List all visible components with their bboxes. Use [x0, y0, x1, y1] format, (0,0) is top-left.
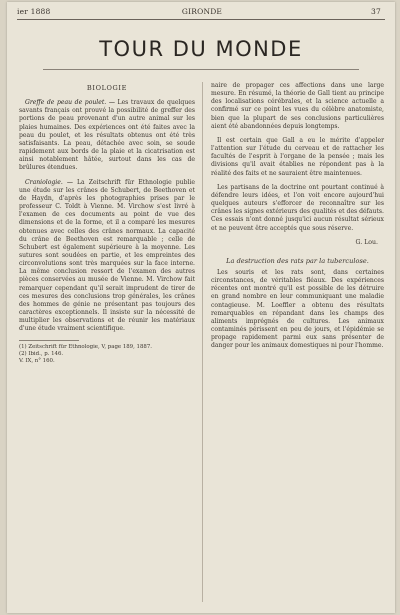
page-title: TOUR DU MONDE — [99, 37, 303, 61]
run-in-heading: Greffe de peau de poulet. — — [25, 99, 115, 107]
running-head — [17, 7, 387, 19]
paragraph — [211, 137, 384, 178]
footnote-rule — [19, 340, 79, 341]
section-heading: BIOLOGIE — [86, 84, 128, 92]
run-in-heading: Craniologie. — — [25, 178, 73, 186]
paragraph — [211, 184, 384, 233]
paragraph — [19, 99, 195, 172]
paragraph — [19, 179, 195, 334]
paragraph-text: Les partisans de la doctrine ont pourtant continué à défendre leurs idées, et l'on voit encore aujourd'hui quelques auteurs s'efforcer de reconnaître sur les crânes les signes extérieurs des qualités et des défauts. Ces essais n'ont donné jusqu'ici aucun résultat sérieux et ne peuvent être acceptés que sous réserve. — [211, 183, 384, 232]
running-head-journal: GIRONDE — [181, 7, 223, 16]
title-rule — [43, 69, 359, 70]
paragraph — [211, 269, 384, 351]
right-column — [211, 82, 384, 357]
paragraph — [211, 82, 384, 131]
signature: G. Lou. — [355, 238, 378, 246]
footnote: (2) Ibid., p. 146. — [19, 350, 64, 357]
column-divider — [202, 82, 203, 602]
footnote: (1) Zeitschrift für Ethnologie, V, page 189, 1887. — [19, 343, 152, 350]
running-head-date: ier 1888 — [17, 7, 51, 16]
footnote: V. IX, n° 160. — [19, 357, 55, 364]
paragraph-text: Les souris et les rats sont, dans certaines circonstances, de véritables fléaux. Des expériences récentes ont montré qu'il est possible de les détruire en grand nombre en leur communiquant une maladie contagieuse. M. Loeffler a obtenu des résultats remarquables en répandant dans les champs des aliments imprégnés de cultures. Les animaux contaminés périssent en peu de jours, et l'épidémie se propage rapidement parmi eux sans présenter de danger pour les animaux domestiques ni pour l'homme. — [211, 268, 384, 350]
paragraph-text: Les travaux de quelques savants français ont prouvé la possibilité de greffer des portions de peau provenant d'un autre animal sur les plaies humaines. Des expériences ont été faites avec la peau du poulet, et les résultats obtenus ont été très satisfaisants. La peau, détachée avec soin, se soude rapidement aux bords de la plaie et la cicatrisation est ainsi notablement hâtée, surtout dans les cas de brûlures étendues. — [19, 99, 195, 172]
page — [7, 2, 395, 613]
paragraph-text: La Zeitschrift für Ethnologie publie une étude sur les crânes de Schubert, de Beethoven et de Haydn, d'après les photographies prises par le professeur C. Toldt à Vienne. M. Virchow s'est livré à l'examen de ces documents au point de vue des dimensions et de la forme, et il a comparé les mesures obtenues avec celles des crânes normaux. La capacité du crâne de Beethoven est remarquable ; celle de Schubert est également supérieure à la moyenne. Les sutures sont soudées en partie, et les empreintes des circonvolutions sont très marquées sur la face interne. La même conclusion ressort de l'examen des autres pièces conservées au musée de Vienne. M. Virchow fait remarquer cependant qu'il serait imprudent de tirer de ces mesures des conclusions trop générales, les crânes des hommes de génie ne présentant pas toujours des caractères exceptionnels. Il insiste sur la nécessité de multiplier les observations et de réunir les matériaux d'une étude vraiment scientifique. — [19, 178, 195, 333]
page-number: 37 — [371, 7, 381, 16]
paragraph-text: naire de propager ces affections dans une large mesure. En résumé, la théorie de Gall tient au principe des localisations cérébrales, et la science actuelle a confirmé sur ce point les vues du célèbre anatomiste, bien que la plupart de ses conclusions particulières aient été abandonnées depuis longtemps. — [211, 82, 384, 130]
left-column — [19, 82, 195, 365]
paragraph-text: Il est certain que Gall a eu le mérite d'appeler l'attention sur l'étude du cerveau et de rattacher les facultés de l'esprit à l'organe de la pensée ; mais les divisions qu'il avait établies ne répondent pas à la réalité des faits et ne sauraient être maintenues. — [211, 136, 384, 177]
article-title: La destruction des rats par la tuberculose. — [226, 256, 369, 265]
header-rule — [17, 19, 385, 20]
